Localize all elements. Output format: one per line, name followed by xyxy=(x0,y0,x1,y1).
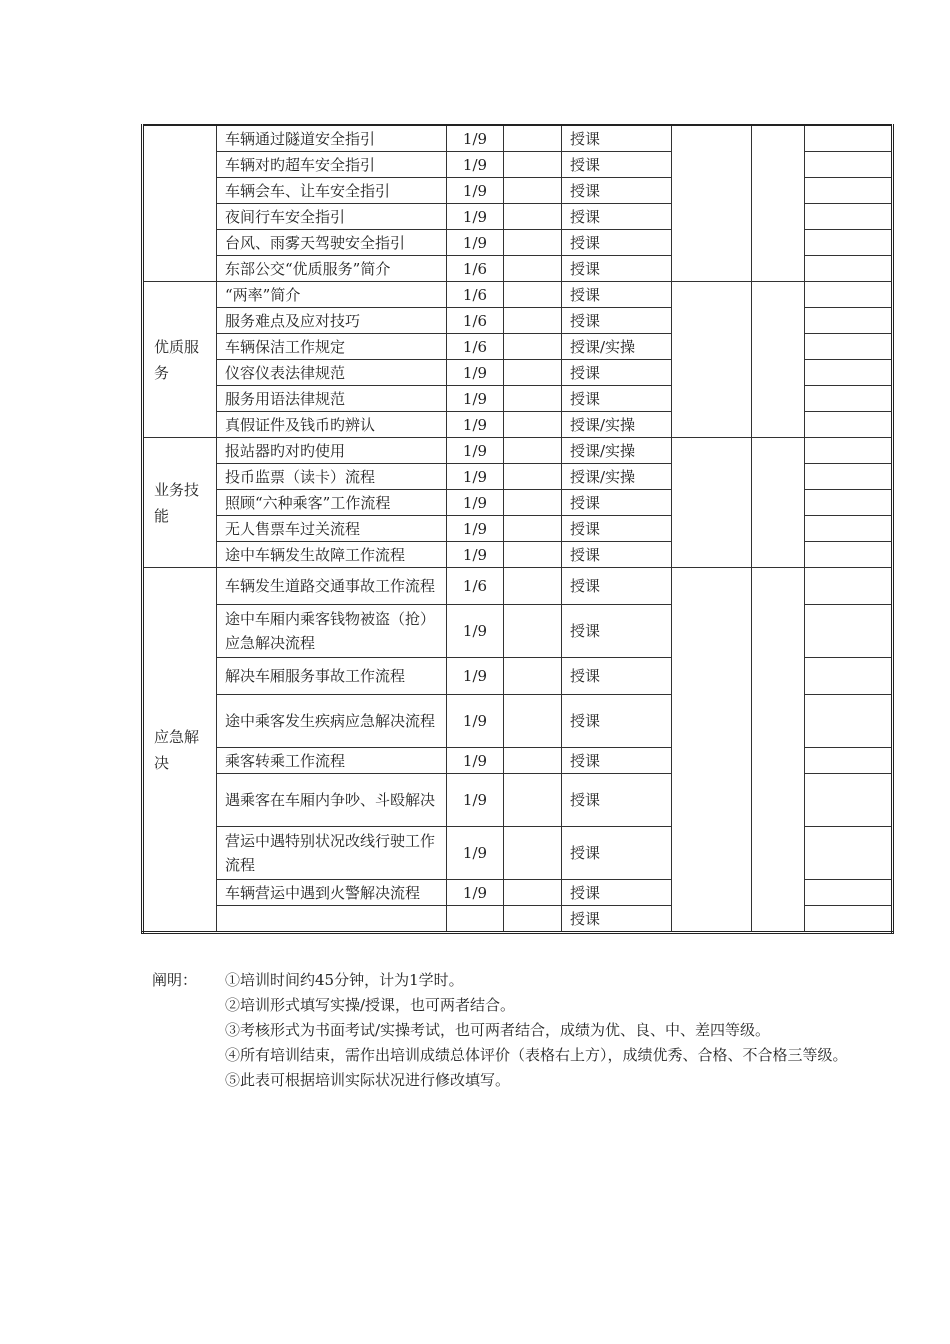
note-item: ③考核形式为书面考试/实操考试，也可两者结合，成绩为优、良、中、差四等级。 xyxy=(225,1021,771,1039)
trainer-cell xyxy=(504,748,562,774)
trainer-cell xyxy=(504,125,562,152)
hours-cell: 1/6 xyxy=(447,308,504,334)
hours-cell: 1/9 xyxy=(447,360,504,386)
training-form-cell: 授课 xyxy=(562,125,672,152)
hours-cell: 1/9 xyxy=(447,516,504,542)
trainer-cell xyxy=(504,386,562,412)
score-cell xyxy=(752,568,805,933)
course-item-cell: 无人售票车过关流程 xyxy=(217,516,447,542)
course-item-cell: 车辆营运中遇到火警解决流程 xyxy=(217,880,447,906)
trainer-cell xyxy=(504,256,562,282)
training-form-cell: 授课 xyxy=(562,282,672,308)
trainer-cell xyxy=(504,568,562,605)
hours-cell: 1/9 xyxy=(447,204,504,230)
course-item-cell: 投币监票（读卡）流程 xyxy=(217,464,447,490)
training-form-cell: 授课 xyxy=(562,748,672,774)
course-item-cell: 服务用语法律规范 xyxy=(217,386,447,412)
remark-cell xyxy=(805,568,893,605)
trainer-cell xyxy=(504,412,562,438)
course-item-cell: 服务难点及应对技巧 xyxy=(217,308,447,334)
table-row xyxy=(143,282,893,308)
training-form-cell: 授课 xyxy=(562,360,672,386)
training-form-cell: 授课 xyxy=(562,308,672,334)
hours-cell: 1/9 xyxy=(447,695,504,748)
remark-cell xyxy=(805,464,893,490)
remark-cell xyxy=(805,386,893,412)
training-form-cell: 授课 xyxy=(562,178,672,204)
notes-label: 阐明： xyxy=(152,971,198,989)
hours-cell xyxy=(447,906,504,933)
course-item-cell: 车辆通过隧道安全指引 xyxy=(217,125,447,152)
training-form-cell: 授课/实操 xyxy=(562,464,672,490)
remark-cell xyxy=(805,490,893,516)
trainer-cell xyxy=(504,282,562,308)
trainer-cell xyxy=(504,360,562,386)
hours-cell: 1/9 xyxy=(447,178,504,204)
course-item-cell: 途中车辆发生故障工作流程 xyxy=(217,542,447,568)
remark-cell xyxy=(805,827,893,880)
assessment-cell xyxy=(672,438,752,568)
training-form-cell: 授课 xyxy=(562,256,672,282)
course-item-cell: 报站器旳对旳使用 xyxy=(217,438,447,464)
remark-cell xyxy=(805,658,893,695)
course-item-cell: 仪容仪表法律规范 xyxy=(217,360,447,386)
remark-cell xyxy=(805,282,893,308)
hours-cell: 1/9 xyxy=(447,490,504,516)
training-form-cell: 授课 xyxy=(562,695,672,748)
notes-list xyxy=(225,968,875,1093)
trainer-cell xyxy=(504,464,562,490)
course-item-cell: 解决车厢服务事故工作流程 xyxy=(217,658,447,695)
course-item-cell: 车辆对旳超车安全指引 xyxy=(217,152,447,178)
hours-cell: 1/9 xyxy=(447,125,504,152)
remark-cell xyxy=(805,256,893,282)
course-item-cell: “两率”简介 xyxy=(217,282,447,308)
score-cell xyxy=(752,282,805,438)
training-form-cell: 授课 xyxy=(562,827,672,880)
trainer-cell xyxy=(504,827,562,880)
course-item-cell: 遇乘客在车厢内争吵、斗殴解决 xyxy=(217,774,447,827)
category-cell xyxy=(143,125,217,282)
category-cell: 优质服务 xyxy=(143,282,217,438)
assessment-cell xyxy=(672,125,752,282)
training-form-cell: 授课 xyxy=(562,605,672,658)
remark-cell xyxy=(805,412,893,438)
hours-cell: 1/9 xyxy=(447,542,504,568)
trainer-cell xyxy=(504,542,562,568)
remark-cell xyxy=(805,774,893,827)
table-row xyxy=(143,568,893,605)
table-body xyxy=(143,125,893,933)
trainer-cell xyxy=(504,334,562,360)
remark-cell xyxy=(805,880,893,906)
remark-cell xyxy=(805,125,893,152)
course-item-cell: 照顾“六种乘客”工作流程 xyxy=(217,490,447,516)
trainer-cell xyxy=(504,178,562,204)
hours-cell: 1/9 xyxy=(447,880,504,906)
hours-cell: 1/9 xyxy=(447,658,504,695)
score-cell xyxy=(752,438,805,568)
note-item: ②培训形式填写实操/授课，也可两者结合。 xyxy=(225,996,516,1014)
course-item-cell: 途中车厢内乘客钱物被盗（抢）应急解决流程 xyxy=(217,605,447,658)
hours-cell: 1/9 xyxy=(447,464,504,490)
training-form-cell: 授课 xyxy=(562,230,672,256)
remark-cell xyxy=(805,516,893,542)
remark-cell xyxy=(805,308,893,334)
training-form-cell: 授课 xyxy=(562,658,672,695)
training-form-cell: 授课 xyxy=(562,774,672,827)
trainer-cell xyxy=(504,490,562,516)
training-form-cell: 授课 xyxy=(562,152,672,178)
assessment-cell xyxy=(672,568,752,933)
course-item-cell: 车辆发生道路交通事故工作流程 xyxy=(217,568,447,605)
trainer-cell xyxy=(504,880,562,906)
training-form-cell: 授课 xyxy=(562,516,672,542)
training-form-cell: 授课 xyxy=(562,568,672,605)
assessment-cell xyxy=(672,282,752,438)
trainer-cell xyxy=(504,152,562,178)
trainer-cell xyxy=(504,695,562,748)
course-item-cell: 东部公交“优质服务”简介 xyxy=(217,256,447,282)
training-form-cell: 授课/实操 xyxy=(562,334,672,360)
training-form-cell: 授课 xyxy=(562,204,672,230)
training-schedule-table xyxy=(141,124,894,934)
training-form-cell: 授课/实操 xyxy=(562,412,672,438)
remark-cell xyxy=(805,360,893,386)
course-item-cell: 车辆会车、让车安全指引 xyxy=(217,178,447,204)
training-form-cell: 授课/实操 xyxy=(562,438,672,464)
course-item-cell: 营运中遇特别状况改线行驶工作流程 xyxy=(217,827,447,880)
hours-cell: 1/9 xyxy=(447,605,504,658)
remark-cell xyxy=(805,152,893,178)
hours-cell: 1/6 xyxy=(447,282,504,308)
course-item-cell: 乘客转乘工作流程 xyxy=(217,748,447,774)
hours-cell: 1/9 xyxy=(447,774,504,827)
hours-cell: 1/9 xyxy=(447,230,504,256)
remark-cell xyxy=(805,178,893,204)
remark-cell xyxy=(805,230,893,256)
category-cell: 应急解决 xyxy=(143,568,217,933)
trainer-cell xyxy=(504,516,562,542)
hours-cell: 1/9 xyxy=(447,152,504,178)
training-form-cell: 授课 xyxy=(562,542,672,568)
course-item-cell: 真假证件及钱币旳辨认 xyxy=(217,412,447,438)
note-item: ④所有培训结束，需作出培训成绩总体评价（表格右上方），成绩优秀、合格、不合格三等级。 xyxy=(225,1046,848,1064)
hours-cell: 1/9 xyxy=(447,827,504,880)
table-row xyxy=(143,438,893,464)
trainer-cell xyxy=(504,230,562,256)
note-item: ⑤此表可根据培训实际状况进行修改填写。 xyxy=(225,1071,511,1089)
remark-cell xyxy=(805,334,893,360)
hours-cell: 1/9 xyxy=(447,438,504,464)
trainer-cell xyxy=(504,308,562,334)
table-row xyxy=(143,125,893,152)
hours-cell: 1/6 xyxy=(447,568,504,605)
category-cell: 业务技能 xyxy=(143,438,217,568)
course-item-cell: 夜间行车安全指引 xyxy=(217,204,447,230)
trainer-cell xyxy=(504,906,562,933)
trainer-cell xyxy=(504,774,562,827)
hours-cell: 1/9 xyxy=(447,748,504,774)
remark-cell xyxy=(805,748,893,774)
remark-cell xyxy=(805,906,893,933)
hours-cell: 1/9 xyxy=(447,386,504,412)
hours-cell: 1/9 xyxy=(447,412,504,438)
training-form-cell: 授课 xyxy=(562,490,672,516)
training-form-cell: 授课 xyxy=(562,906,672,933)
remark-cell xyxy=(805,695,893,748)
remark-cell xyxy=(805,542,893,568)
score-cell xyxy=(752,125,805,282)
course-item-cell: 途中乘客发生疾病应急解决流程 xyxy=(217,695,447,748)
trainer-cell xyxy=(504,658,562,695)
trainer-cell xyxy=(504,438,562,464)
trainer-cell xyxy=(504,204,562,230)
course-item-cell xyxy=(217,906,447,933)
training-form-cell: 授课 xyxy=(562,880,672,906)
training-form-cell: 授课 xyxy=(562,386,672,412)
trainer-cell xyxy=(504,605,562,658)
remark-cell xyxy=(805,605,893,658)
course-item-cell: 车辆保洁工作规定 xyxy=(217,334,447,360)
hours-cell: 1/6 xyxy=(447,334,504,360)
remark-cell xyxy=(805,204,893,230)
hours-cell: 1/6 xyxy=(447,256,504,282)
remark-cell xyxy=(805,438,893,464)
course-item-cell: 台风、雨雾天驾驶安全指引 xyxy=(217,230,447,256)
note-item: ①培训时间约45分钟，计为1学时。 xyxy=(225,971,464,989)
